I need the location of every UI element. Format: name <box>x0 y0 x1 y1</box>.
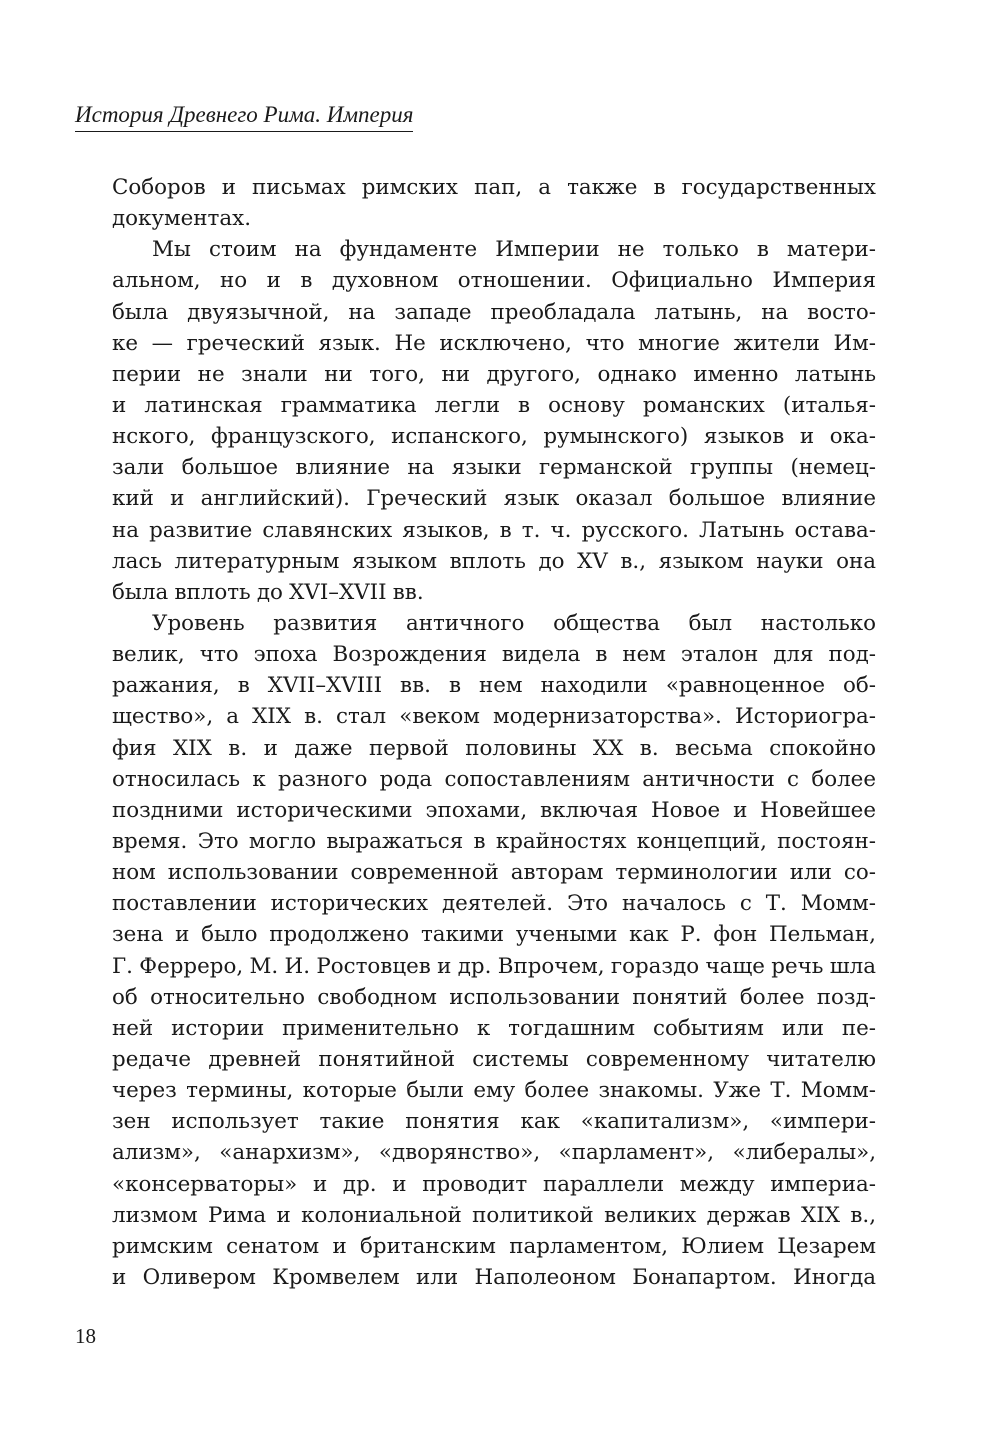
text-line: фия XIX в. и даже первой половины XX в. весьма спокойно <box>112 735 876 761</box>
text-line: через термины, которые были ему более знакомы. Уже Т. Момм- <box>112 1078 876 1104</box>
text-line: на развитие славянских языков, в т. ч. русского. Латынь остава- <box>112 517 876 543</box>
text-line: альном, но и в духовном отношении. Официально Империя <box>112 268 876 294</box>
text-line: нского, французского, испанского, румынского) языков и ока- <box>112 424 876 450</box>
text-line: лась литературным языком вплоть до XV в., языком науки она <box>112 548 876 574</box>
text-line: зена и было продолжено такими учеными как Р. фон Пельман, <box>112 922 876 948</box>
text-line: ке — греческий язык. Не исключено, что многие жители Им- <box>112 330 876 356</box>
text-line: перии не знали ни того, ни другого, однако именно латынь <box>112 361 876 387</box>
text-line: ализм», «анархизм», «дворянство», «парламент», «либералы», <box>112 1140 876 1166</box>
text-line: лизмом Рима и колониальной политикой великих держав XIX в., <box>112 1202 876 1228</box>
text-line: Мы стоим на фундаменте Империи не только в матери- <box>152 237 876 263</box>
text-line: поздними историческими эпохами, включая Новое и Новейшее <box>112 797 876 823</box>
text-line: ней истории применительно к тогдашним событиям или пе- <box>112 1015 876 1041</box>
text-line: поставлении исторических деятелей. Это началось с Т. Момм- <box>112 891 876 917</box>
text-line: время. Это могло выражаться в крайностях концепций, постоян- <box>112 828 876 854</box>
text-line: редаче древней понятийной системы современному читателю <box>112 1046 876 1072</box>
page-number: 18 <box>75 1324 96 1348</box>
text-line: «консерваторы» и др. и проводит параллели между империа- <box>112 1171 876 1197</box>
text-line: Соборов и письмах римских пап, а также в государственных <box>112 175 876 200</box>
text-line: римским сенатом и британским парламентом, Юлием Цезарем <box>112 1233 876 1259</box>
text-line: кий и английский). Греческий язык оказал большое влияние <box>112 486 876 512</box>
text-line: документах. <box>112 206 252 232</box>
text-line: зали большое влияние на языки германской группы (немец- <box>112 455 876 481</box>
text-line: и латинская грамматика легли в основу романских (италья- <box>112 392 876 418</box>
text-line: была вплоть до XVI–XVII вв. <box>112 579 424 605</box>
text-line: была двуязычной, на западе преобладала латынь, на восто- <box>112 299 876 325</box>
text-line: Уровень развития античного общества был настолько <box>152 610 876 636</box>
text-line: зен использует такие понятия как «капитализм», «импери- <box>112 1109 876 1135</box>
text-line: велик, что эпоха Возрождения видела в нем эталон для под- <box>112 642 876 668</box>
running-header: История Древнего Рима. Империя <box>75 100 413 132</box>
text-line: Г. Ферреро, М. И. Ростовцев и др. Впрочем, гораздо чаще речь шла <box>112 953 876 979</box>
text-line: и Оливером Кромвелем или Наполеоном Бонапартом. Иногда <box>112 1264 876 1290</box>
text-line: относилась к разного рода сопоставлениям античности с более <box>112 766 876 792</box>
text-line: ном использовании современной авторам терминологии или со- <box>112 860 876 886</box>
text-line: щество», а XIX в. стал «веком модернизаторства». Историогра- <box>112 704 876 730</box>
body-text <box>112 172 876 1293</box>
text-line: об относительно свободном использовании понятий более позд- <box>112 984 876 1010</box>
text-line: ражания, в XVII–XVIII вв. в нем находили «равноценное об- <box>112 673 876 699</box>
